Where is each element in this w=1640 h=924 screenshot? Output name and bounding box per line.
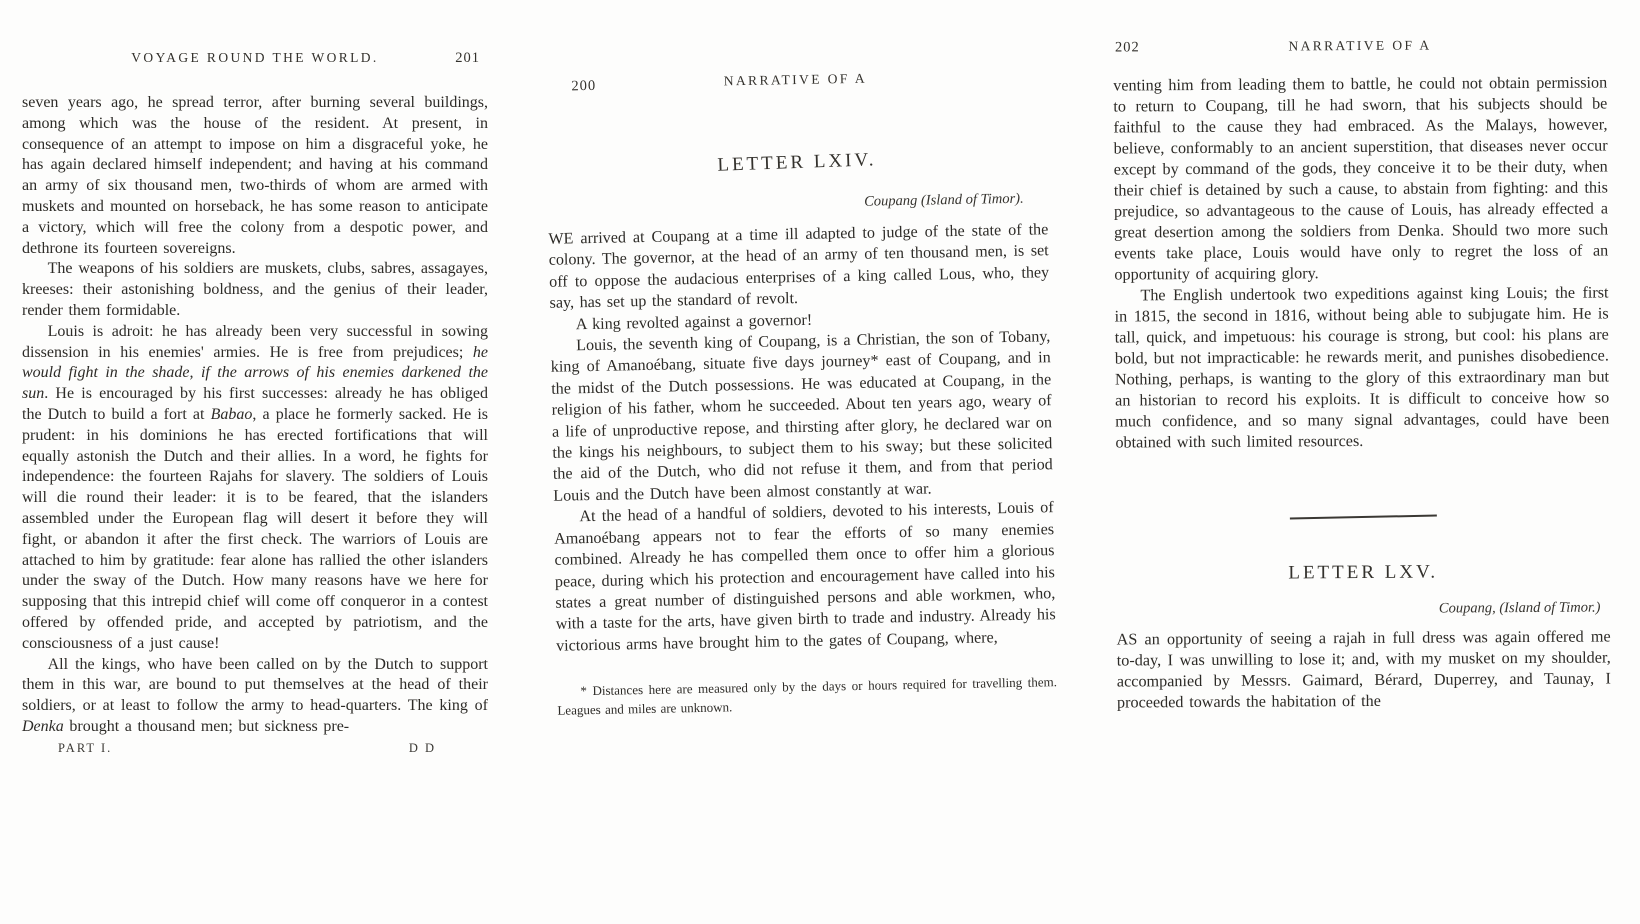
italic-text-run: Denka xyxy=(22,717,64,735)
italic-text-run: Babao xyxy=(210,405,253,423)
right-body-text-bottom xyxy=(1117,626,1612,713)
text-run: WE arrived at Coupang at a time ill adapted to judge of the state of the colony. The governor, at the head of an army of ten thousand men, is set off to oppose the audacious enterprises of a king called Lous, who, they say, has set up the standard of revolt. xyxy=(548,221,1050,313)
left-body-text xyxy=(22,93,488,738)
part-label: PART I. xyxy=(58,740,113,755)
right-page xyxy=(1113,36,1611,713)
middle-page xyxy=(545,55,1057,720)
middle-page-number: 200 xyxy=(571,77,597,95)
letter-lxiv-dateline: Coupang (Island of Timor). xyxy=(864,190,1024,210)
letter-lxiv-heading: LETTER LXIV. xyxy=(717,149,877,176)
middle-body-text xyxy=(548,219,1056,657)
right-running-head-row xyxy=(1113,36,1607,59)
section-divider-rule xyxy=(1289,515,1436,520)
text-run: Louis, the seventh king of Coupang, is a Christian, the son of Tobany, king of Amanoébang, situate five days journey* east of Coupang, and in the midst of the Dutch possessions. He was educated at Coupang, in the religion of his father, whom he succeeded. About ten years ago, weary of a life of unproductive repose, and thirsting after glory, he declared war on the kings his neighbours, to subject them to his sway; but these solicited the aid of the Dutch, who did not refuse it them, and from that period Louis and the Dutch have been almost constantly at war. xyxy=(550,328,1053,505)
text-run: venting him from leading them to battle, he could not obtain permission to return to Coupang, till he had sworn, that his subjects should be faithful to the cause they had embraced. As the Malays, however, believe, conformably to an ancient superstition, that diseases never occur except by command of the gods, they conceive it to be their duty, when their chief is detained by such a cause, to abstain from fighting: and this prejudice, so advantageous to the cause of Louis, has already effected a great desertion among the soldiers from Denka. Should two more such events take place, Louis would have only to regret the loss of an opportunity of acquiring glory. xyxy=(1113,73,1609,284)
paragraph xyxy=(22,259,488,321)
distances-footnote: * Distances here are measured only by the days or hours required for travelling them. Leagues and miles are unknown. xyxy=(557,674,1058,718)
left-running-head: VOYAGE ROUND THE WORLD. xyxy=(131,50,379,65)
italic-text-run: he would fight in the shade, if the arrows of his enemies darkened the sun xyxy=(22,343,488,403)
paragraph xyxy=(554,497,1057,656)
text-run: seven years ago, he spread terror, after burning several buildings, among which was the house of the resident. At present, in consequence of an attempt to impose on him a disgraceful yoke, he has again declared himself independent; and having at his command an army of six thousand men, two-thirds of whom are armed with muskets and mounted on horseback, he has some reason to anticipate a victory, which will free the colony from a despotic power, and dethrone its fourteen sovereigns. xyxy=(22,94,488,257)
text-run: The English undertook two expeditions against king Louis; the first in 1815, the second in 1816, without being able to subjugate him. He is tall, quick, and impetuous: his courage is strong, but cool: his plans are bold, but not impracticable: he rewards merit, and punishes disobedience. Nothing, perhaps, is wanting to the glory of this extraordinary man but an historian to record his exploits. It is difficult to conceive how so much confidence, and so many signal advantages, could have been obtained with such limited resources. xyxy=(1114,283,1610,452)
signature-mark: D D xyxy=(408,740,436,755)
paragraph xyxy=(22,655,488,738)
paragraph xyxy=(548,219,1050,314)
right-running-head: NARRATIVE OF A xyxy=(1288,37,1432,54)
paragraph xyxy=(1113,72,1608,285)
text-run: Louis is adroit: he has already been very successful in sowing dissension in his enemies' armies. He is free from prejudices; xyxy=(22,322,488,361)
left-page-number: 201 xyxy=(455,50,480,66)
middle-running-head-row xyxy=(545,55,1046,97)
text-run: . He is encouraged by his first successes: already he has obliged the Dutch to build a fort at xyxy=(22,385,488,423)
text-run: The weapons of his soldiers are muskets, clubs, sabres, assagayes, kreeses: their astonishing boldness, and the genius of their leader, render them formidable. xyxy=(22,260,488,319)
middle-running-head: NARRATIVE OF A xyxy=(723,70,868,89)
paragraph xyxy=(550,326,1053,507)
paragraph xyxy=(1114,282,1609,453)
left-page xyxy=(22,50,488,756)
left-running-head-row xyxy=(22,50,488,70)
text-run: brought a thousand men; but sickness pre- xyxy=(63,717,350,735)
text-run: All the kings, who have been called on by the Dutch to support them in this war, are bound to put themselves at the head of their soldiers, or at least to follow the army to head-quarters. The king of xyxy=(22,655,488,715)
left-page-footer xyxy=(22,741,488,756)
text-run: At the head of a handful of soldiers, devoted to his interests, Louis of Amanoébang appears not to fear the efforts of so many enemies combined. Already he has compelled them once to offer him a glorious peace, during which his protection and encouragement have called into his states a great number of distinguished persons and able workmen, who, with a taste for the arts, have given birth to trade and industry. Already his victorious arms have brought him to the gates of Coupang, where, xyxy=(553,499,1056,655)
text-run: AS an opportunity of seeing a rajah in full dress was again offered me to-day, I was unwilling to lose it; and, with my musket on my shoulder, accompanied by Messrs. Gaimard, Bérard, Duperrey, and Taunay, I proceeded towards the habitation of the xyxy=(1116,627,1611,712)
letter-lxv-heading: LETTER LXV. xyxy=(1288,561,1439,584)
right-page-number: 202 xyxy=(1114,39,1140,56)
paragraph xyxy=(1117,626,1612,713)
paragraph xyxy=(22,322,488,655)
text-run: A king revolted against a governor! xyxy=(575,311,813,333)
text-run: , a place he formerly sacked. He is prudent: in his dominions he has erected fortifications that will equally astonish the Dutch and their allies. In a word, he fights for independence: the fourteen Rajahs for slavery. The soldiers of Louis will die round their leader: it is to be feared, that the islanders assembled under the European flag will desert it before they will fight, or abandon it after the first check. The warriors of Louis are attached to him by gratitude: fear alone has rallied the other islanders under the sway of the Dutch. How many reasons have we here for supposing that this intrepid chief will come off conqueror in a contest offered by offended pride, and accepted by patriotism, and the consciousness of a just cause! xyxy=(22,405,488,652)
letter-lxv-dateline: Coupang, (Island of Timor.) xyxy=(1438,599,1601,617)
paragraph xyxy=(22,93,488,259)
right-body-text-top xyxy=(1113,72,1609,453)
